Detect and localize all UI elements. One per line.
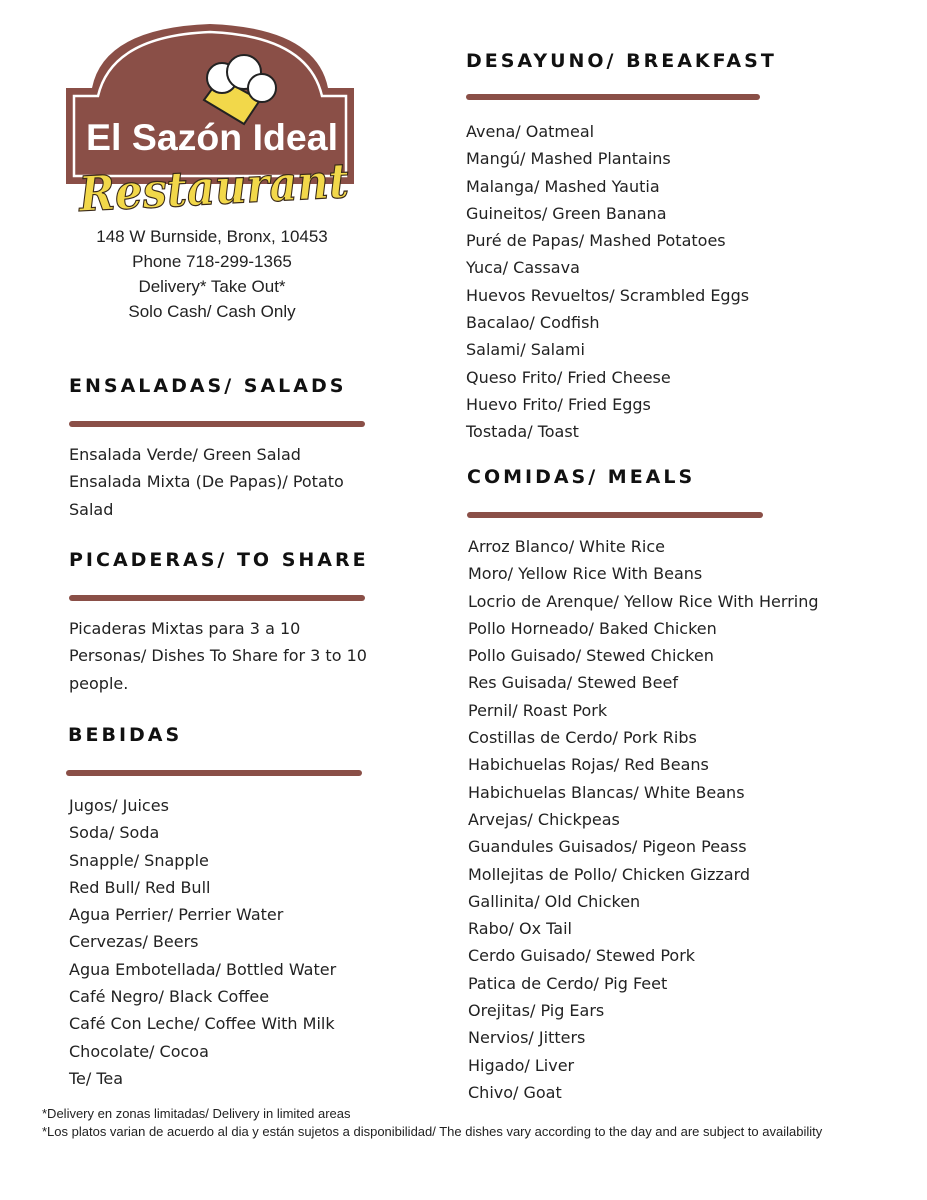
menu-list [468, 533, 867, 1106]
share-description: Picaderas Mixtas para 3 a 10 Personas/ Dishes To Share for 3 to 10 people. [69, 619, 367, 693]
section-ensaladas [69, 375, 365, 523]
menu-item: Habichuelas Rojas/ Red Beans [468, 755, 709, 775]
menu-item: Gallinita/ Old Chicken [468, 891, 641, 911]
logo-name: El Sazón Ideal [86, 117, 338, 158]
section-title: COMIDAS/ MEALS [467, 466, 696, 488]
section-bebidas [66, 724, 362, 1092]
section-title: ENSALADAS/ SALADS [69, 375, 347, 397]
menu-item: Cervezas/ Beers [69, 932, 199, 952]
menu-item: Jugos/ Juices [69, 796, 169, 815]
menu-item: Snapple/ Snapple [69, 850, 209, 870]
menu-item: Habichuelas Blancas/ White Beans [468, 782, 745, 802]
menu-list [466, 118, 766, 446]
menu-item: Bacalao/ Codfish [466, 313, 600, 333]
menu-item: Moro/ Yellow Rice With Beans [468, 564, 703, 584]
menu-list [69, 441, 365, 523]
menu-item: Agua Embotellada/ Bottled Water [69, 959, 337, 979]
footnote-availability: *Los platos varian de acuerdo al dia y están sujetos a disponibilidad/ The dishes vary according to the day and are subject to availability [42, 1124, 823, 1139]
menu-item: Chivo/ Goat [468, 1082, 562, 1102]
section-divider [69, 421, 365, 427]
section-divider [66, 770, 362, 776]
menu-item: Nervios/ Jitters [468, 1028, 586, 1048]
menu-item: Res Guisada/ Stewed Beef [468, 673, 678, 693]
section-picaderas [69, 549, 369, 697]
service-options: Delivery* Take Out* [138, 277, 286, 296]
menu-item: Red Bull/ Red Bull [69, 877, 211, 897]
menu-item: Soda/ Soda [69, 823, 160, 843]
menu-item: Huevo Frito/ Fried Eggs [466, 394, 651, 414]
menu-item: Mollejitas de Pollo/ Chicken Gizzard [468, 864, 751, 884]
menu-list [69, 792, 362, 1092]
menu-item: Locrio de Arenque/ Yellow Rice With Herring [468, 591, 819, 611]
menu-item: Guineitos/ Green Banana [466, 203, 667, 223]
menu-item: Avena/ Oatmeal [466, 122, 595, 141]
menu-item: Pollo Horneado/ Baked Chicken [468, 618, 717, 638]
menu-item: Salami/ Salami [466, 340, 585, 360]
menu-item: Ensalada Verde/ Green Salad [69, 445, 301, 464]
menu-item: Te/ Tea [69, 1068, 124, 1088]
section-divider [466, 94, 760, 100]
menu-item: Queso Frito/ Fried Cheese [466, 367, 671, 387]
address: 148 W Burnside, Bronx, 10453 [96, 227, 328, 246]
section-divider [69, 595, 365, 601]
section-title: PICADERAS/ TO SHARE [69, 549, 369, 571]
phone: Phone 718-299-1365 [132, 252, 292, 271]
menu-item: Arvejas/ Chickpeas [468, 809, 620, 829]
section-title: DESAYUNO/ BREAKFAST [466, 50, 777, 72]
menu-item: Chocolate/ Cocoa [69, 1041, 209, 1061]
logo-script-word: Restaurant [77, 151, 356, 220]
menu-item: Huevos Revueltos/ Scrambled Eggs [466, 285, 750, 305]
restaurant-logo [64, 22, 356, 220]
menu-item: Pernil/ Roast Pork [468, 700, 608, 720]
menu-item: Ensalada Mixta (De Papas)/ Potato Salad [69, 472, 344, 519]
menu-item: Yuca/ Cassava [466, 258, 580, 278]
menu-item: Rabo/ Ox Tail [468, 919, 572, 939]
menu-item: Café Con Leche/ Coffee With Milk [69, 1014, 335, 1034]
section-title: BEBIDAS [68, 724, 183, 746]
section-desayuno [466, 50, 777, 446]
menu-item: Tostada/ Toast [466, 422, 579, 442]
logo-graphic [64, 22, 356, 220]
contact-info [66, 224, 358, 324]
menu-item: Mangú/ Mashed Plantains [466, 149, 671, 169]
menu-item: Agua Perrier/ Perrier Water [69, 905, 284, 925]
section-comidas [467, 466, 867, 1106]
menu-item: Patica de Cerdo/ Pig Feet [468, 973, 668, 993]
menu-item: Guandules Guisados/ Pigeon Peass [468, 837, 747, 857]
menu-item: Higado/ Liver [468, 1055, 575, 1075]
footnote-delivery: *Delivery en zonas limitadas/ Delivery in limited areas [42, 1106, 351, 1121]
footnotes [42, 1105, 902, 1141]
menu-item: Cerdo Guisado/ Stewed Pork [468, 946, 696, 966]
menu-item: Arroz Blanco/ White Rice [468, 537, 665, 556]
payment-info: Solo Cash/ Cash Only [128, 302, 296, 321]
menu-item: Malanga/ Mashed Yautia [466, 176, 660, 196]
section-divider [467, 512, 763, 518]
menu-item: Costillas de Cerdo/ Pork Ribs [468, 728, 697, 748]
menu-item: Café Negro/ Black Coffee [69, 987, 270, 1007]
menu-item: Pollo Guisado/ Stewed Chicken [468, 646, 714, 666]
menu-item: Puré de Papas/ Mashed Potatoes [466, 231, 726, 251]
menu-item: Orejitas/ Pig Ears [468, 1001, 605, 1021]
